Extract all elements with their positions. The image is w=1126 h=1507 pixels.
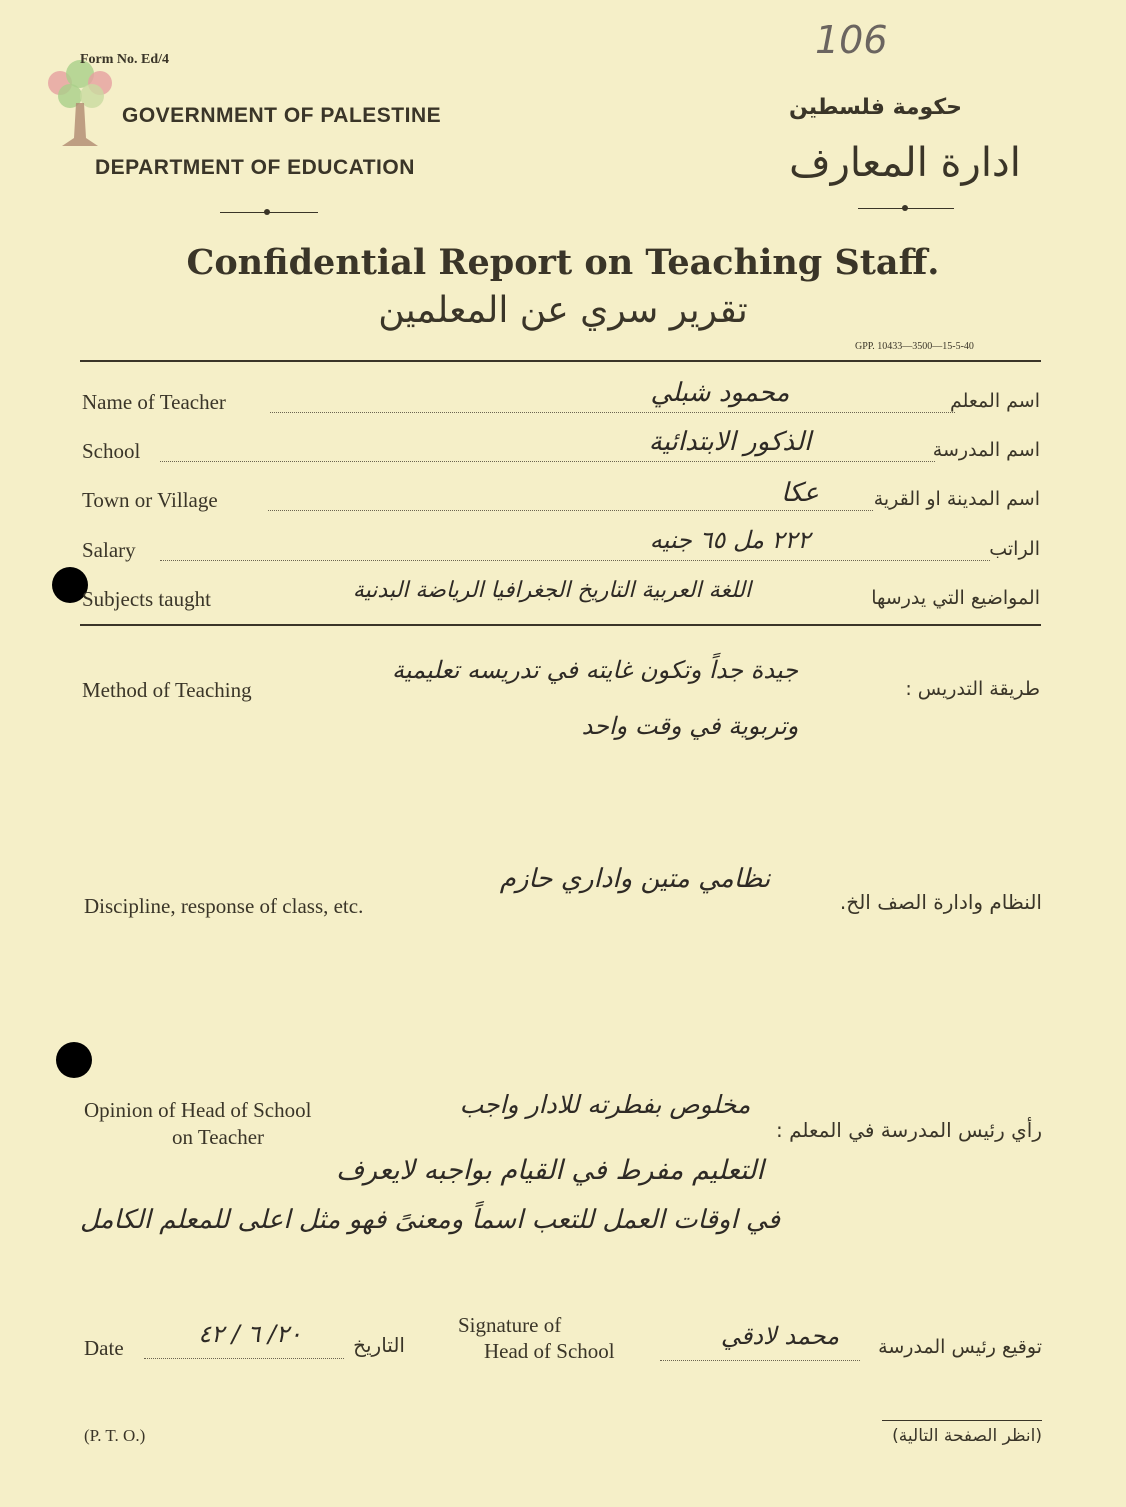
header-divider-left-dot [264, 209, 270, 215]
opinion-label-ar: رأي رئيس المدرسة في المعلم : [775, 1118, 1042, 1142]
method-of-teaching-line2: وتربوية في وقت واحد [581, 712, 799, 740]
name-of-teacher-line [270, 412, 955, 413]
department-heading-en: DEPARTMENT OF EDUCATION [95, 156, 415, 179]
date-line [144, 1358, 344, 1359]
header-divider-right-dot [902, 205, 908, 211]
please-turn-over: (P. T. O.) [84, 1426, 146, 1445]
footer-rule [882, 1420, 1042, 1421]
salary-line [160, 560, 990, 561]
subjects-taught-label: Subjects taught [82, 587, 211, 611]
subjects-taught-label-ar: المواضيع التي يدرسها [871, 587, 1040, 609]
town-or-village-label-ar: اسم المدينة او القرية [873, 488, 1040, 510]
date-value: ٢٠/ ٦ / ٤٢ [198, 1320, 302, 1348]
town-or-village-label: Town or Village [82, 488, 218, 512]
method-of-teaching-label: Method of Teaching [82, 678, 252, 702]
report-title-ar: تقرير سري عن المعلمين [378, 290, 748, 331]
discipline-value: نظامي متين واداري حازم [499, 864, 771, 894]
punch-hole-bottom [56, 1042, 92, 1078]
print-code: GPP. 10433—3500—15-5-40 [855, 341, 974, 352]
school-value: الذكور الابتدائية [648, 427, 812, 457]
report-title-en: Confidential Report on Teaching Staff. [186, 242, 940, 283]
discipline-label: Discipline, response of class, etc. [84, 894, 364, 918]
school-label: School [82, 439, 141, 463]
opinion-value-line1: مخلوص بفطرته للادار واجب [459, 1090, 751, 1119]
name-of-teacher-label-ar: اسم المعلم [949, 390, 1040, 412]
town-or-village-line [268, 510, 873, 511]
please-turn-over-ar: (انظر الصفحة التالية) [892, 1426, 1042, 1446]
form-number: Form No. Ed/4 [80, 52, 170, 67]
town-or-village-value: عكا [781, 478, 819, 508]
date-label-ar: التاريخ [353, 1333, 405, 1357]
fields-bottom-rule [80, 624, 1041, 626]
top-rule [80, 360, 1041, 362]
name-of-teacher-label: Name of Teacher [82, 390, 226, 414]
archive-tree-logo [40, 58, 120, 153]
signature-label-line2: Head of School [484, 1339, 615, 1363]
date-label: Date [84, 1336, 124, 1360]
government-heading-ar: حكومة فلسطين [788, 95, 962, 120]
signature-label-ar: توقيع رئيس المدرسة [878, 1336, 1042, 1358]
opinion-label-line2: on Teacher [172, 1125, 265, 1149]
department-heading-ar: ادارة المعارف [789, 140, 1021, 186]
method-of-teaching-label-ar: طريقة التدريس : [905, 678, 1040, 700]
subjects-taught-value: اللغة العربية التاريخ الجغرافيا الرياضة البدنية [352, 578, 752, 603]
school-line [160, 461, 935, 462]
opinion-value-line2: التعليم مفرط في القيام بواجبه لايعرف [336, 1155, 764, 1186]
opinion-label-line1: Opinion of Head of School [84, 1098, 312, 1122]
salary-label-ar: الراتب [989, 538, 1040, 560]
signature-label-line1: Signature of [458, 1313, 562, 1337]
signature-value: محمد لادقي [720, 1322, 840, 1350]
signature-line [660, 1360, 860, 1361]
discipline-label-ar: النظام وادارة الصف الخ. [839, 890, 1042, 914]
page-number: 106 [815, 18, 888, 62]
school-label-ar: اسم المدرسة [932, 439, 1040, 461]
opinion-value-line3: في اوقات العمل للتعب اسماً ومعنىً فهو مثل اعلى للمعلم الكامل [79, 1205, 781, 1235]
salary-label: Salary [82, 538, 136, 562]
method-of-teaching-line1: جيدة جداً وتكون غايته في تدريسه تعليمية [391, 656, 799, 684]
salary-value: ٢٢٢ مل ٦٥ جنيه [649, 526, 811, 554]
name-of-teacher-value: محمود شبلي [650, 378, 790, 408]
government-heading-en: GOVERNMENT OF PALESTINE [122, 104, 442, 127]
